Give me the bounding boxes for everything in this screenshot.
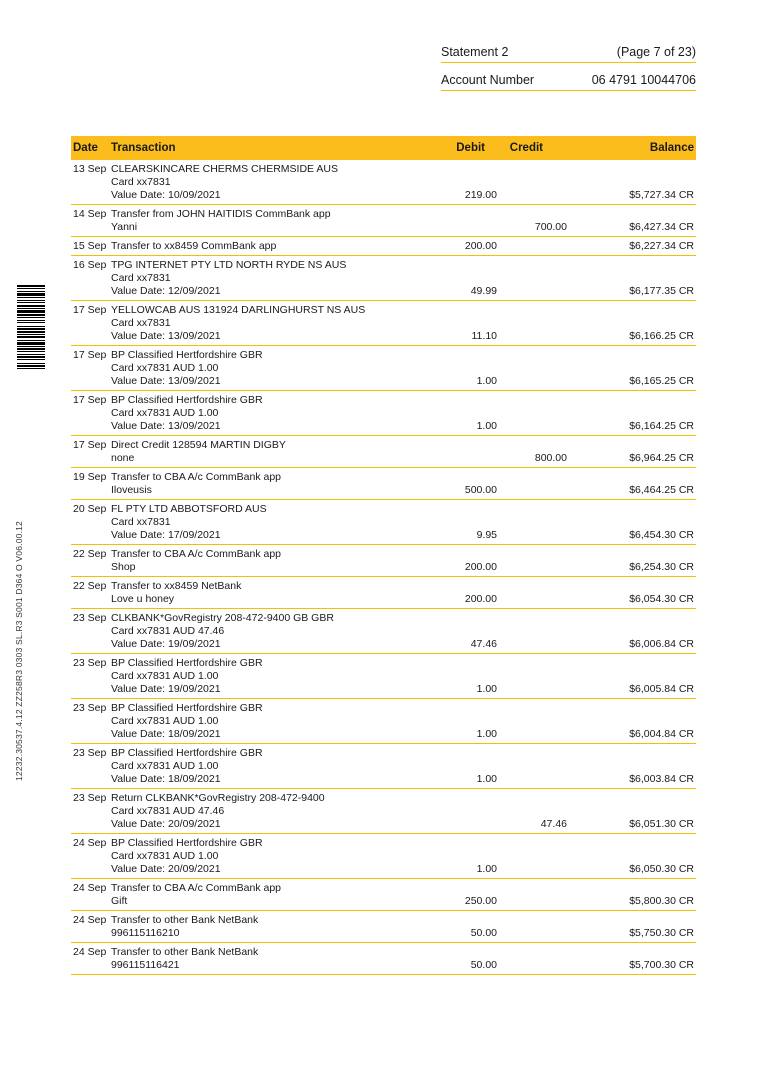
row-debit: 500.00 — [427, 468, 499, 500]
document-control-code — [13, 520, 25, 782]
row-credit — [499, 699, 569, 744]
row-debit: 11.10 — [427, 301, 499, 346]
row-credit: 700.00 — [499, 205, 569, 237]
transactions-body — [71, 160, 696, 975]
transaction-detail: Card xx7831 AUD 1.00 — [111, 362, 219, 374]
transaction-description: BP Classified Hertfordshire GBR — [111, 349, 263, 361]
transaction-detail: 996115116210 — [111, 927, 180, 939]
transaction-detail: 996115116421 — [111, 959, 180, 971]
table-row — [71, 301, 696, 346]
transaction-detail: Card xx7831 AUD 1.00 — [111, 670, 219, 682]
transaction-detail: Love u honey — [111, 593, 175, 605]
row-description — [109, 699, 427, 744]
row-credit — [499, 654, 569, 699]
row-debit: 1.00 — [427, 744, 499, 789]
row-date: 24 Sep — [71, 911, 109, 943]
row-credit — [499, 301, 569, 346]
table-row — [71, 789, 696, 834]
transaction-detail: Iloveusis — [111, 484, 152, 496]
row-debit: 1.00 — [427, 391, 499, 436]
column-header-transaction: Transaction — [109, 136, 427, 160]
table-row — [71, 468, 696, 500]
transaction-detail: Card xx7831 — [111, 317, 171, 329]
account-number: 06 4791 10044706 — [591, 73, 696, 87]
row-date: 24 Sep — [71, 834, 109, 879]
row-credit: 47.46 — [499, 789, 569, 834]
row-description — [109, 789, 427, 834]
row-credit — [499, 744, 569, 789]
row-date: 14 Sep — [71, 205, 109, 237]
table-row — [71, 500, 696, 545]
transaction-detail: Card xx7831 — [111, 272, 171, 284]
table-row — [71, 205, 696, 237]
row-credit: 800.00 — [499, 436, 569, 468]
table-row — [71, 545, 696, 577]
row-date: 15 Sep — [71, 237, 109, 256]
barcode-icon — [17, 285, 45, 411]
row-debit — [427, 789, 499, 834]
row-description — [109, 879, 427, 911]
row-credit — [499, 160, 569, 205]
transaction-description: Transfer to CBA A/c CommBank app — [111, 548, 282, 560]
row-description — [109, 545, 427, 577]
row-credit — [499, 577, 569, 609]
table-row — [71, 256, 696, 301]
row-date: 17 Sep — [71, 391, 109, 436]
transaction-detail: Value Date: 10/09/2021 — [111, 189, 221, 201]
transaction-description: BP Classified Hertfordshire GBR — [111, 394, 263, 406]
transaction-description: BP Classified Hertfordshire GBR — [111, 837, 263, 849]
transaction-description: Direct Credit 128594 MARTIN DIGBY — [111, 439, 286, 451]
transaction-detail: Card xx7831 AUD 47.46 — [111, 805, 225, 817]
row-date: 17 Sep — [71, 346, 109, 391]
transaction-detail: none — [111, 452, 135, 464]
table-row — [71, 943, 696, 975]
column-header-date: Date — [71, 136, 109, 160]
transaction-detail: Yanni — [111, 221, 138, 233]
statement-row — [441, 40, 696, 63]
transaction-detail: Card xx7831 — [111, 516, 171, 528]
row-credit — [499, 500, 569, 545]
row-date: 23 Sep — [71, 699, 109, 744]
row-debit: 1.00 — [427, 346, 499, 391]
transaction-detail: Card xx7831 AUD 1.00 — [111, 715, 219, 727]
row-balance: $6,006.84 CR — [569, 609, 696, 654]
transaction-description: CLEARSKINCARE CHERMS CHERMSIDE AUS — [111, 163, 338, 175]
row-balance: $6,254.30 CR — [569, 545, 696, 577]
row-balance: $6,227.34 CR — [569, 237, 696, 256]
row-date: 17 Sep — [71, 436, 109, 468]
row-debit: 1.00 — [427, 699, 499, 744]
row-date: 23 Sep — [71, 654, 109, 699]
row-credit — [499, 391, 569, 436]
column-header-debit: Debit — [427, 136, 499, 160]
transaction-detail: Card xx7831 — [111, 176, 171, 188]
row-description — [109, 654, 427, 699]
row-debit: 200.00 — [427, 237, 499, 256]
table-row — [71, 911, 696, 943]
row-credit — [499, 609, 569, 654]
transaction-description: Return CLKBANK*GovRegistry 208-472-9400 — [111, 792, 325, 804]
row-debit: 49.99 — [427, 256, 499, 301]
row-balance: $6,427.34 CR — [569, 205, 696, 237]
row-balance: $6,166.25 CR — [569, 301, 696, 346]
row-description — [109, 609, 427, 654]
table-row — [71, 879, 696, 911]
transaction-detail: Card xx7831 AUD 1.00 — [111, 407, 219, 419]
row-balance: $5,800.30 CR — [569, 879, 696, 911]
page-indicator: (Page 7 of 23) — [616, 45, 696, 59]
row-description — [109, 256, 427, 301]
row-description — [109, 468, 427, 500]
row-date: 17 Sep — [71, 301, 109, 346]
row-date: 16 Sep — [71, 256, 109, 301]
transaction-detail: Card xx7831 AUD 1.00 — [111, 760, 219, 772]
account-number-label: Account Number — [441, 73, 535, 87]
transaction-detail: Value Date: 13/09/2021 — [111, 375, 221, 387]
row-credit — [499, 346, 569, 391]
transaction-description: Transfer to xx8459 NetBank — [111, 580, 242, 592]
row-date: 23 Sep — [71, 609, 109, 654]
row-date: 24 Sep — [71, 943, 109, 975]
row-description — [109, 391, 427, 436]
table-row — [71, 237, 696, 256]
table-row — [71, 346, 696, 391]
row-credit — [499, 834, 569, 879]
table-row — [71, 391, 696, 436]
row-balance: $6,003.84 CR — [569, 744, 696, 789]
column-header-credit: Credit — [499, 136, 569, 160]
transaction-detail: Value Date: 18/09/2021 — [111, 773, 221, 785]
transaction-description: TPG INTERNET PTY LTD NORTH RYDE NS AUS — [111, 259, 347, 271]
row-credit — [499, 545, 569, 577]
transaction-detail: Card xx7831 AUD 1.00 — [111, 850, 219, 862]
transaction-description: BP Classified Hertfordshire GBR — [111, 702, 263, 714]
row-debit: 47.46 — [427, 609, 499, 654]
table-row — [71, 577, 696, 609]
row-description — [109, 744, 427, 789]
row-date: 13 Sep — [71, 160, 109, 205]
row-balance: $6,054.30 CR — [569, 577, 696, 609]
row-credit — [499, 943, 569, 975]
transaction-detail: Value Date: 12/09/2021 — [111, 285, 221, 297]
transaction-description: Transfer to CBA A/c CommBank app — [111, 471, 282, 483]
row-description — [109, 205, 427, 237]
row-balance: $6,050.30 CR — [569, 834, 696, 879]
statement-label: Statement 2 — [441, 45, 509, 59]
row-debit: 1.00 — [427, 654, 499, 699]
row-date: 20 Sep — [71, 500, 109, 545]
row-balance: $5,727.34 CR — [569, 160, 696, 205]
row-description — [109, 301, 427, 346]
row-credit — [499, 256, 569, 301]
row-debit: 200.00 — [427, 577, 499, 609]
row-credit — [499, 911, 569, 943]
transaction-detail: Value Date: 20/09/2021 — [111, 863, 221, 875]
row-debit: 50.00 — [427, 911, 499, 943]
row-date: 22 Sep — [71, 545, 109, 577]
transaction-detail: Gift — [111, 895, 128, 907]
row-credit — [499, 468, 569, 500]
table-row — [71, 654, 696, 699]
transaction-detail: Card xx7831 AUD 47.46 — [111, 625, 225, 637]
row-balance: $6,165.25 CR — [569, 346, 696, 391]
transaction-detail: Value Date: 17/09/2021 — [111, 529, 221, 541]
transactions-header — [71, 136, 696, 160]
row-date: 22 Sep — [71, 577, 109, 609]
row-description — [109, 500, 427, 545]
transaction-description: CLKBANK*GovRegistry 208-472-9400 GB GBR — [111, 612, 334, 624]
row-debit — [427, 205, 499, 237]
transaction-description: Transfer to other Bank NetBank — [111, 946, 259, 958]
row-balance: $6,051.30 CR — [569, 789, 696, 834]
row-date: 24 Sep — [71, 879, 109, 911]
row-description — [109, 237, 427, 256]
row-balance: $5,750.30 CR — [569, 911, 696, 943]
account-row — [441, 68, 696, 91]
row-balance: $6,005.84 CR — [569, 654, 696, 699]
row-balance: $5,700.30 CR — [569, 943, 696, 975]
row-debit: 200.00 — [427, 545, 499, 577]
row-debit: 250.00 — [427, 879, 499, 911]
row-description — [109, 834, 427, 879]
row-date: 23 Sep — [71, 744, 109, 789]
row-description — [109, 436, 427, 468]
transaction-description: Transfer to CBA A/c CommBank app — [111, 882, 282, 894]
table-row — [71, 834, 696, 879]
row-date: 23 Sep — [71, 789, 109, 834]
row-description — [109, 943, 427, 975]
row-balance: $6,454.30 CR — [569, 500, 696, 545]
row-balance: $6,177.35 CR — [569, 256, 696, 301]
table-row — [71, 609, 696, 654]
transaction-description: Transfer to xx8459 CommBank app — [111, 240, 277, 252]
transaction-description: Transfer to other Bank NetBank — [111, 914, 259, 926]
transactions-table — [71, 136, 696, 975]
row-debit: 9.95 — [427, 500, 499, 545]
transaction-description: BP Classified Hertfordshire GBR — [111, 657, 263, 669]
row-balance: $6,004.84 CR — [569, 699, 696, 744]
transaction-detail: Value Date: 20/09/2021 — [111, 818, 221, 830]
row-date: 19 Sep — [71, 468, 109, 500]
row-balance: $6,164.25 CR — [569, 391, 696, 436]
row-debit: 1.00 — [427, 834, 499, 879]
row-debit — [427, 436, 499, 468]
row-description — [109, 160, 427, 205]
transaction-detail: Value Date: 18/09/2021 — [111, 728, 221, 740]
row-debit: 50.00 — [427, 943, 499, 975]
transaction-detail: Value Date: 13/09/2021 — [111, 330, 221, 342]
row-credit — [499, 237, 569, 256]
transaction-description: Transfer from JOHN HAITIDIS CommBank app — [111, 208, 331, 220]
transaction-description: YELLOWCAB AUS 131924 DARLINGHURST NS AUS — [111, 304, 366, 316]
row-credit — [499, 879, 569, 911]
row-description — [109, 911, 427, 943]
transaction-detail: Value Date: 13/09/2021 — [111, 420, 221, 432]
table-row — [71, 160, 696, 205]
document-control-code-text: 12232.30537.4.12 ZZ258R3 0303 SL.R3 S001 D364 O V06.00.12 — [14, 521, 24, 781]
transaction-description: BP Classified Hertfordshire GBR — [111, 747, 263, 759]
transaction-detail: Shop — [111, 561, 136, 573]
row-balance: $6,464.25 CR — [569, 468, 696, 500]
row-description — [109, 346, 427, 391]
row-debit: 219.00 — [427, 160, 499, 205]
transaction-description: FL PTY LTD ABBOTSFORD AUS — [111, 503, 267, 515]
column-header-balance: Balance — [569, 136, 696, 160]
row-balance: $6,964.25 CR — [569, 436, 696, 468]
transaction-detail: Value Date: 19/09/2021 — [111, 683, 221, 695]
row-description — [109, 577, 427, 609]
table-row — [71, 436, 696, 468]
table-row — [71, 744, 696, 789]
table-row — [71, 699, 696, 744]
transaction-detail: Value Date: 19/09/2021 — [111, 638, 221, 650]
